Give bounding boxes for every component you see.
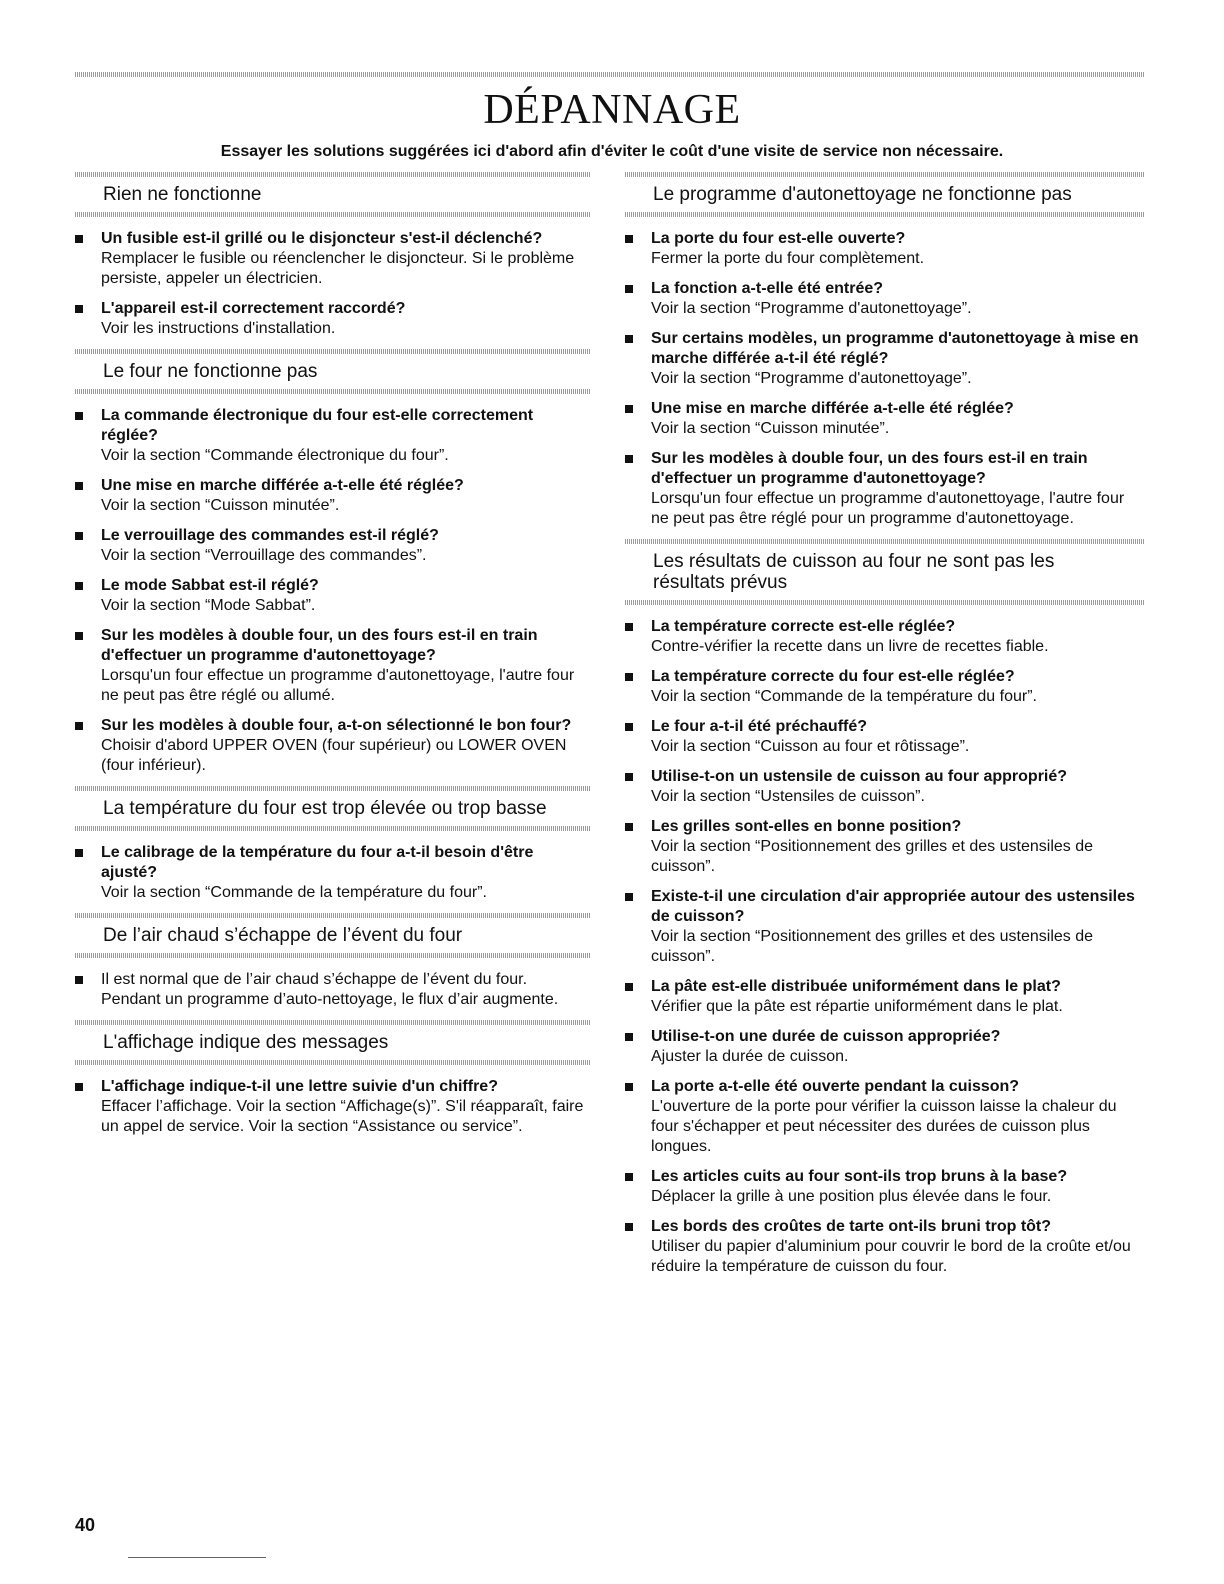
square-bullet-icon [75, 412, 83, 420]
question-text: Le four a-t-il été préchauffé? [651, 718, 868, 735]
square-bullet-icon [75, 482, 83, 490]
right-column [625, 172, 1144, 1287]
answer-text: Voir la section “Positionnement des grilles et des ustensiles de cuisson”. [651, 838, 1094, 875]
answer-text: Voir la section “Commande de la température du four”. [651, 688, 1037, 705]
square-bullet-icon [625, 1173, 633, 1181]
troubleshooting-section [75, 349, 590, 776]
question-text: Utilise-t-on une durée de cuisson appropriée? [651, 1028, 1001, 1045]
item-list [75, 970, 590, 1010]
answer-text: Voir la section “Mode Sabbat”. [101, 597, 316, 614]
answer-text: Déplacer la grille à une position plus élevée dans le four. [651, 1188, 1052, 1205]
page-number: 40 [75, 1515, 96, 1535]
section-rule-bottom [75, 212, 590, 217]
list-item [625, 399, 1144, 439]
list-item [75, 843, 590, 903]
section-rule-bottom [625, 212, 1144, 217]
answer-text: Ajuster la durée de cuisson. [651, 1048, 849, 1065]
item-list [75, 1077, 590, 1137]
list-item [75, 970, 590, 1010]
square-bullet-icon [625, 773, 633, 781]
list-item [625, 887, 1144, 967]
list-item [625, 329, 1144, 389]
item-list [625, 617, 1144, 1277]
section-heading: Les résultats de cuisson au four ne sont pas les résultats prévus [653, 551, 1055, 593]
square-bullet-icon [625, 893, 633, 901]
question-text: Une mise en marche différée a-t-elle été réglée? [651, 400, 1014, 417]
list-item [75, 229, 590, 289]
list-item [75, 716, 590, 776]
list-item [625, 279, 1144, 319]
list-item [75, 299, 590, 339]
question-text: L'affichage indique-t-il une lettre suivie d'un chiffre? [101, 1078, 498, 1095]
answer-text: Voir la section “Programme d'autonettoyage”. [651, 370, 972, 387]
question-text: Un fusible est-il grillé ou le disjoncteur s'est-il déclenché? [101, 230, 543, 247]
troubleshooting-section [625, 172, 1144, 529]
section-rule-bottom [75, 953, 590, 958]
troubleshooting-section [75, 172, 590, 339]
square-bullet-icon [625, 405, 633, 413]
answer-text: Voir les instructions d'installation. [101, 320, 336, 337]
list-item [625, 717, 1144, 757]
item-list [75, 843, 590, 903]
troubleshooting-section [625, 539, 1144, 1277]
question-text: Sur les modèles à double four, un des fours est-il en train d'effectuer un programme d'autonettoyage? [651, 450, 1088, 487]
question-text: Sur les modèles à double four, a-t-on sélectionné le bon four? [101, 717, 572, 734]
question-text: La porte a-t-elle été ouverte pendant la cuisson? [651, 1078, 1020, 1095]
question-text: La température correcte du four est-elle réglée? [651, 668, 1015, 685]
list-item [625, 449, 1144, 529]
answer-text: Voir la section “Cuisson au four et rôtissage”. [651, 738, 970, 755]
question-text: L'appareil est-il correctement raccordé? [101, 300, 406, 317]
answer-text: Voir la section “Commande de la température du four”. [101, 884, 487, 901]
square-bullet-icon [625, 1223, 633, 1231]
answer-text: L'ouverture de la porte pour vérifier la cuisson laisse la chaleur du four s'échapper et peut nécessiter des durées de cuisson plus longues. [651, 1098, 1117, 1155]
list-item [625, 617, 1144, 657]
question-text: La commande électronique du four est-elle correctement réglée? [101, 407, 534, 444]
item-list [75, 406, 590, 776]
section-rule-bottom [75, 826, 590, 831]
question-text: Sur les modèles à double four, un des fours est-il en train d'effectuer un programme d'autonettoyage? [101, 627, 538, 664]
page-title: DÉPANNAGE [483, 87, 741, 133]
page-subtitle: Essayer les solutions suggérées ici d'abord afin d'éviter le coût d'une visite de service non nécessaire. [220, 143, 1004, 160]
question-text: Le calibrage de la température du four a-t-il besoin d'être ajusté? [101, 844, 534, 881]
answer-text: Voir la section “Verrouillage des commandes”. [101, 547, 427, 564]
question-text: Les bords des croûtes de tarte ont-ils bruni trop tôt? [651, 1218, 1052, 1235]
list-item [75, 626, 590, 706]
section-rule-bottom [625, 600, 1144, 605]
square-bullet-icon [75, 532, 83, 540]
answer-text: Voir la section “Commande électronique du four”. [101, 447, 449, 464]
answer-text: Voir la section “Positionnement des grilles et des ustensiles de cuisson”. [651, 928, 1094, 965]
square-bullet-icon [75, 582, 83, 590]
question-text: La fonction a-t-elle été entrée? [651, 280, 884, 297]
question-text: Existe-t-il une circulation d'air appropriée autour des ustensiles de cuisson? [651, 888, 1135, 925]
answer-text: Voir la section “Programme d'autonettoyage”. [651, 300, 972, 317]
list-item [625, 767, 1144, 807]
answer-text: Lorsqu'un four effectue un programme d'autonettoyage, l'autre four ne peut pas être réglé pour un programme d'autonettoyage. [651, 490, 1125, 527]
section-rule-bottom [75, 1060, 590, 1065]
answer-text: Contre-vérifier la recette dans un livre de recettes fiable. [651, 638, 1049, 655]
answer-text: Effacer l’affichage. Voir la section “Affichage(s)”. S'il réapparaît, faire un appel de service. Voir la section “Assistance ou service”. [101, 1098, 584, 1135]
square-bullet-icon [625, 823, 633, 831]
answer-text: Choisir d'abord UPPER OVEN (four supérieur) ou LOWER OVEN (four inférieur). [101, 737, 567, 774]
square-bullet-icon [75, 632, 83, 640]
list-item [625, 229, 1144, 269]
list-item [625, 1077, 1144, 1157]
section-heading: Le programme d'autonettoyage ne fonctionne pas [653, 184, 1072, 205]
square-bullet-icon [625, 335, 633, 343]
square-bullet-icon [625, 723, 633, 731]
square-bullet-icon [75, 849, 83, 857]
square-bullet-icon [625, 235, 633, 243]
section-rule-bottom [75, 389, 590, 394]
question-text: La température correcte est-elle réglée? [651, 618, 956, 635]
square-bullet-icon [75, 976, 83, 984]
list-item [75, 476, 590, 516]
list-item [625, 1167, 1144, 1207]
troubleshooting-section [75, 786, 590, 903]
square-bullet-icon [625, 1083, 633, 1091]
question-text: La pâte est-elle distribuée uniformément dans le plat? [651, 978, 1061, 995]
question-text: Le mode Sabbat est-il réglé? [101, 577, 319, 594]
question-text: Les articles cuits au four sont-ils trop bruns à la base? [651, 1168, 1068, 1185]
square-bullet-icon [625, 455, 633, 463]
square-bullet-icon [625, 673, 633, 681]
answer-text: Voir la section “Cuisson minutée”. [651, 420, 890, 437]
section-heading: De l’air chaud s’échappe de l’évent du four [103, 925, 463, 946]
list-item [625, 1217, 1144, 1277]
list-item [625, 1027, 1144, 1067]
answer-text: Vérifier que la pâte est répartie uniformément dans le plat. [651, 998, 1063, 1015]
answer-text: Voir la section “Ustensiles de cuisson”. [651, 788, 925, 805]
square-bullet-icon [75, 235, 83, 243]
question-text: Une mise en marche différée a-t-elle été réglée? [101, 477, 464, 494]
section-heading: Le four ne fonctionne pas [103, 361, 318, 382]
question-text: Les grilles sont-elles en bonne position? [651, 818, 962, 835]
left-column [75, 172, 590, 1147]
section-heading: L'affichage indique des messages [103, 1032, 389, 1053]
list-item [625, 667, 1144, 707]
troubleshooting-section [75, 1020, 590, 1137]
square-bullet-icon [625, 983, 633, 991]
list-item [75, 406, 590, 466]
bottom-link-underline [128, 1557, 266, 1558]
answer-text: Il est normal que de l’air chaud s’échappe de l’évent du four. Pendant un programme d’auto-nettoyage, le flux d’air augmente. [101, 971, 559, 1008]
question-text: Le verrouillage des commandes est-il réglé? [101, 527, 439, 544]
square-bullet-icon [75, 1083, 83, 1091]
item-list [75, 229, 590, 339]
section-heading: La température du four est trop élevée ou trop basse [103, 798, 547, 819]
answer-text: Lorsqu'un four effectue un programme d'autonettoyage, l'autre four ne peut pas être réglé ou allumé. [101, 667, 575, 704]
question-text: La porte du four est-elle ouverte? [651, 230, 906, 247]
troubleshooting-section [75, 913, 590, 1010]
square-bullet-icon [75, 722, 83, 730]
list-item [625, 977, 1144, 1017]
square-bullet-icon [625, 285, 633, 293]
answer-text: Voir la section “Cuisson minutée”. [101, 497, 340, 514]
item-list [625, 229, 1144, 529]
square-bullet-icon [75, 305, 83, 313]
answer-text: Utiliser du papier d'aluminium pour couvrir le bord de la croûte et/ou réduire la température de cuisson du four. [651, 1238, 1131, 1275]
section-heading: Rien ne fonctionne [103, 184, 262, 205]
list-item [625, 817, 1144, 877]
square-bullet-icon [625, 1033, 633, 1041]
list-item [75, 526, 590, 566]
answer-text: Remplacer le fusible ou réenclencher le disjoncteur. Si le problème persiste, appeler un électricien. [101, 250, 575, 287]
answer-text: Fermer la porte du four complètement. [651, 250, 925, 267]
square-bullet-icon [625, 623, 633, 631]
top-rule [75, 72, 1144, 77]
list-item [75, 1077, 590, 1137]
question-text: Sur certains modèles, un programme d'autonettoyage à mise en marche différée a-t-il été réglé? [651, 330, 1139, 367]
question-text: Utilise-t-on un ustensile de cuisson au four approprié? [651, 768, 1068, 785]
list-item [75, 576, 590, 616]
